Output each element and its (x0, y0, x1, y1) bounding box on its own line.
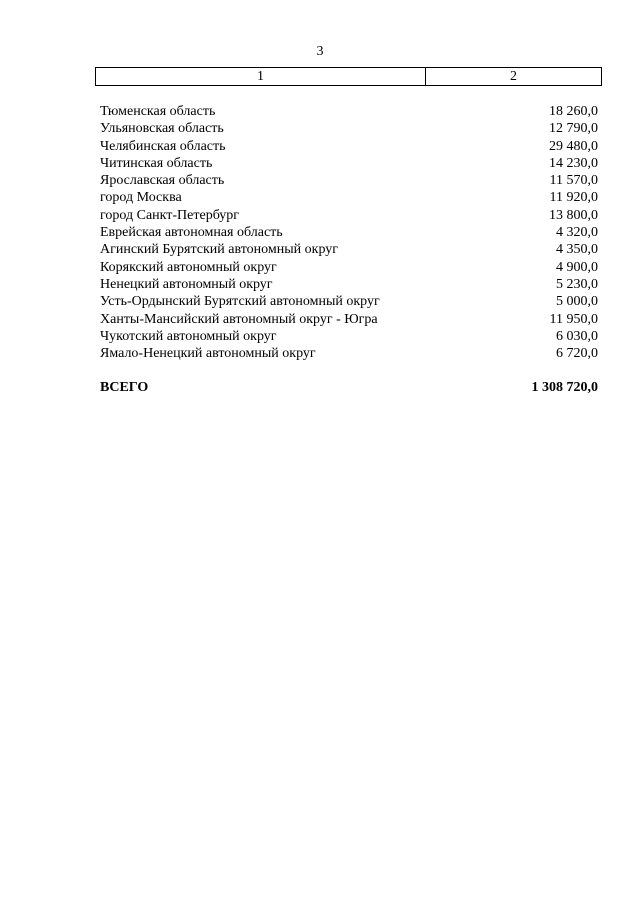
column-header-2: 2 (510, 69, 517, 84)
region-value: 4 900,0 (556, 259, 598, 275)
region-name: Ульяновская область (100, 121, 224, 137)
table-row (100, 259, 598, 276)
region-name: город Санкт-Петербург (100, 207, 240, 223)
region-name: Ненецкий автономный округ (100, 276, 273, 292)
region-value: 14 230,0 (549, 155, 598, 171)
region-value: 4 350,0 (556, 242, 598, 258)
table-row (100, 328, 598, 345)
region-value: 11 920,0 (549, 190, 598, 206)
region-name: Ямало-Ненецкий автономный округ (100, 346, 316, 362)
page-number: 3 (316, 44, 324, 59)
region-value: 13 800,0 (549, 207, 598, 223)
region-value: 11 950,0 (549, 311, 598, 327)
region-name: Ярославская область (100, 173, 225, 189)
region-value: 6 030,0 (556, 328, 598, 344)
table-row (100, 345, 598, 362)
table-row (100, 241, 598, 258)
region-name: Корякский автономный округ (100, 259, 277, 275)
table-row (100, 155, 598, 172)
region-value: 11 570,0 (549, 173, 598, 189)
table-row (100, 172, 598, 189)
region-name: Усть-Ордынский Бурятский автономный округ (100, 294, 380, 310)
region-name: Ханты-Мансийский автономный округ - Югра (100, 311, 378, 327)
region-value: 12 790,0 (549, 121, 598, 137)
table-row (100, 120, 598, 137)
table-row (100, 276, 598, 293)
region-value: 5 000,0 (556, 294, 598, 310)
table-row (100, 189, 598, 206)
column-header-1: 1 (96, 68, 426, 85)
region-name: город Москва (100, 190, 182, 206)
table-row (100, 311, 598, 328)
region-name: Челябинская область (100, 138, 226, 154)
region-name: Чукотский автономный округ (100, 328, 277, 344)
total-value: 1 308 720,0 (531, 380, 598, 395)
table-row (100, 207, 598, 224)
region-value: 18 260,0 (549, 104, 598, 119)
region-name: Еврейская автономная область (100, 225, 283, 241)
table-row (100, 103, 598, 120)
region-value: 29 480,0 (549, 138, 598, 154)
table-row (100, 293, 598, 310)
table-row (100, 138, 598, 155)
region-list (100, 103, 598, 362)
region-value: 5 230,0 (556, 276, 598, 292)
region-value: 6 720,0 (556, 346, 598, 362)
total-row (100, 379, 598, 397)
region-name: Читинская область (100, 155, 213, 171)
total-label: ВСЕГО (100, 380, 149, 395)
column-header-table (95, 67, 602, 86)
table-row (100, 224, 598, 241)
region-value: 4 320,0 (556, 225, 598, 241)
region-name: Тюменская область (100, 104, 216, 119)
region-name: Агинский Бурятский автономный округ (100, 242, 338, 258)
